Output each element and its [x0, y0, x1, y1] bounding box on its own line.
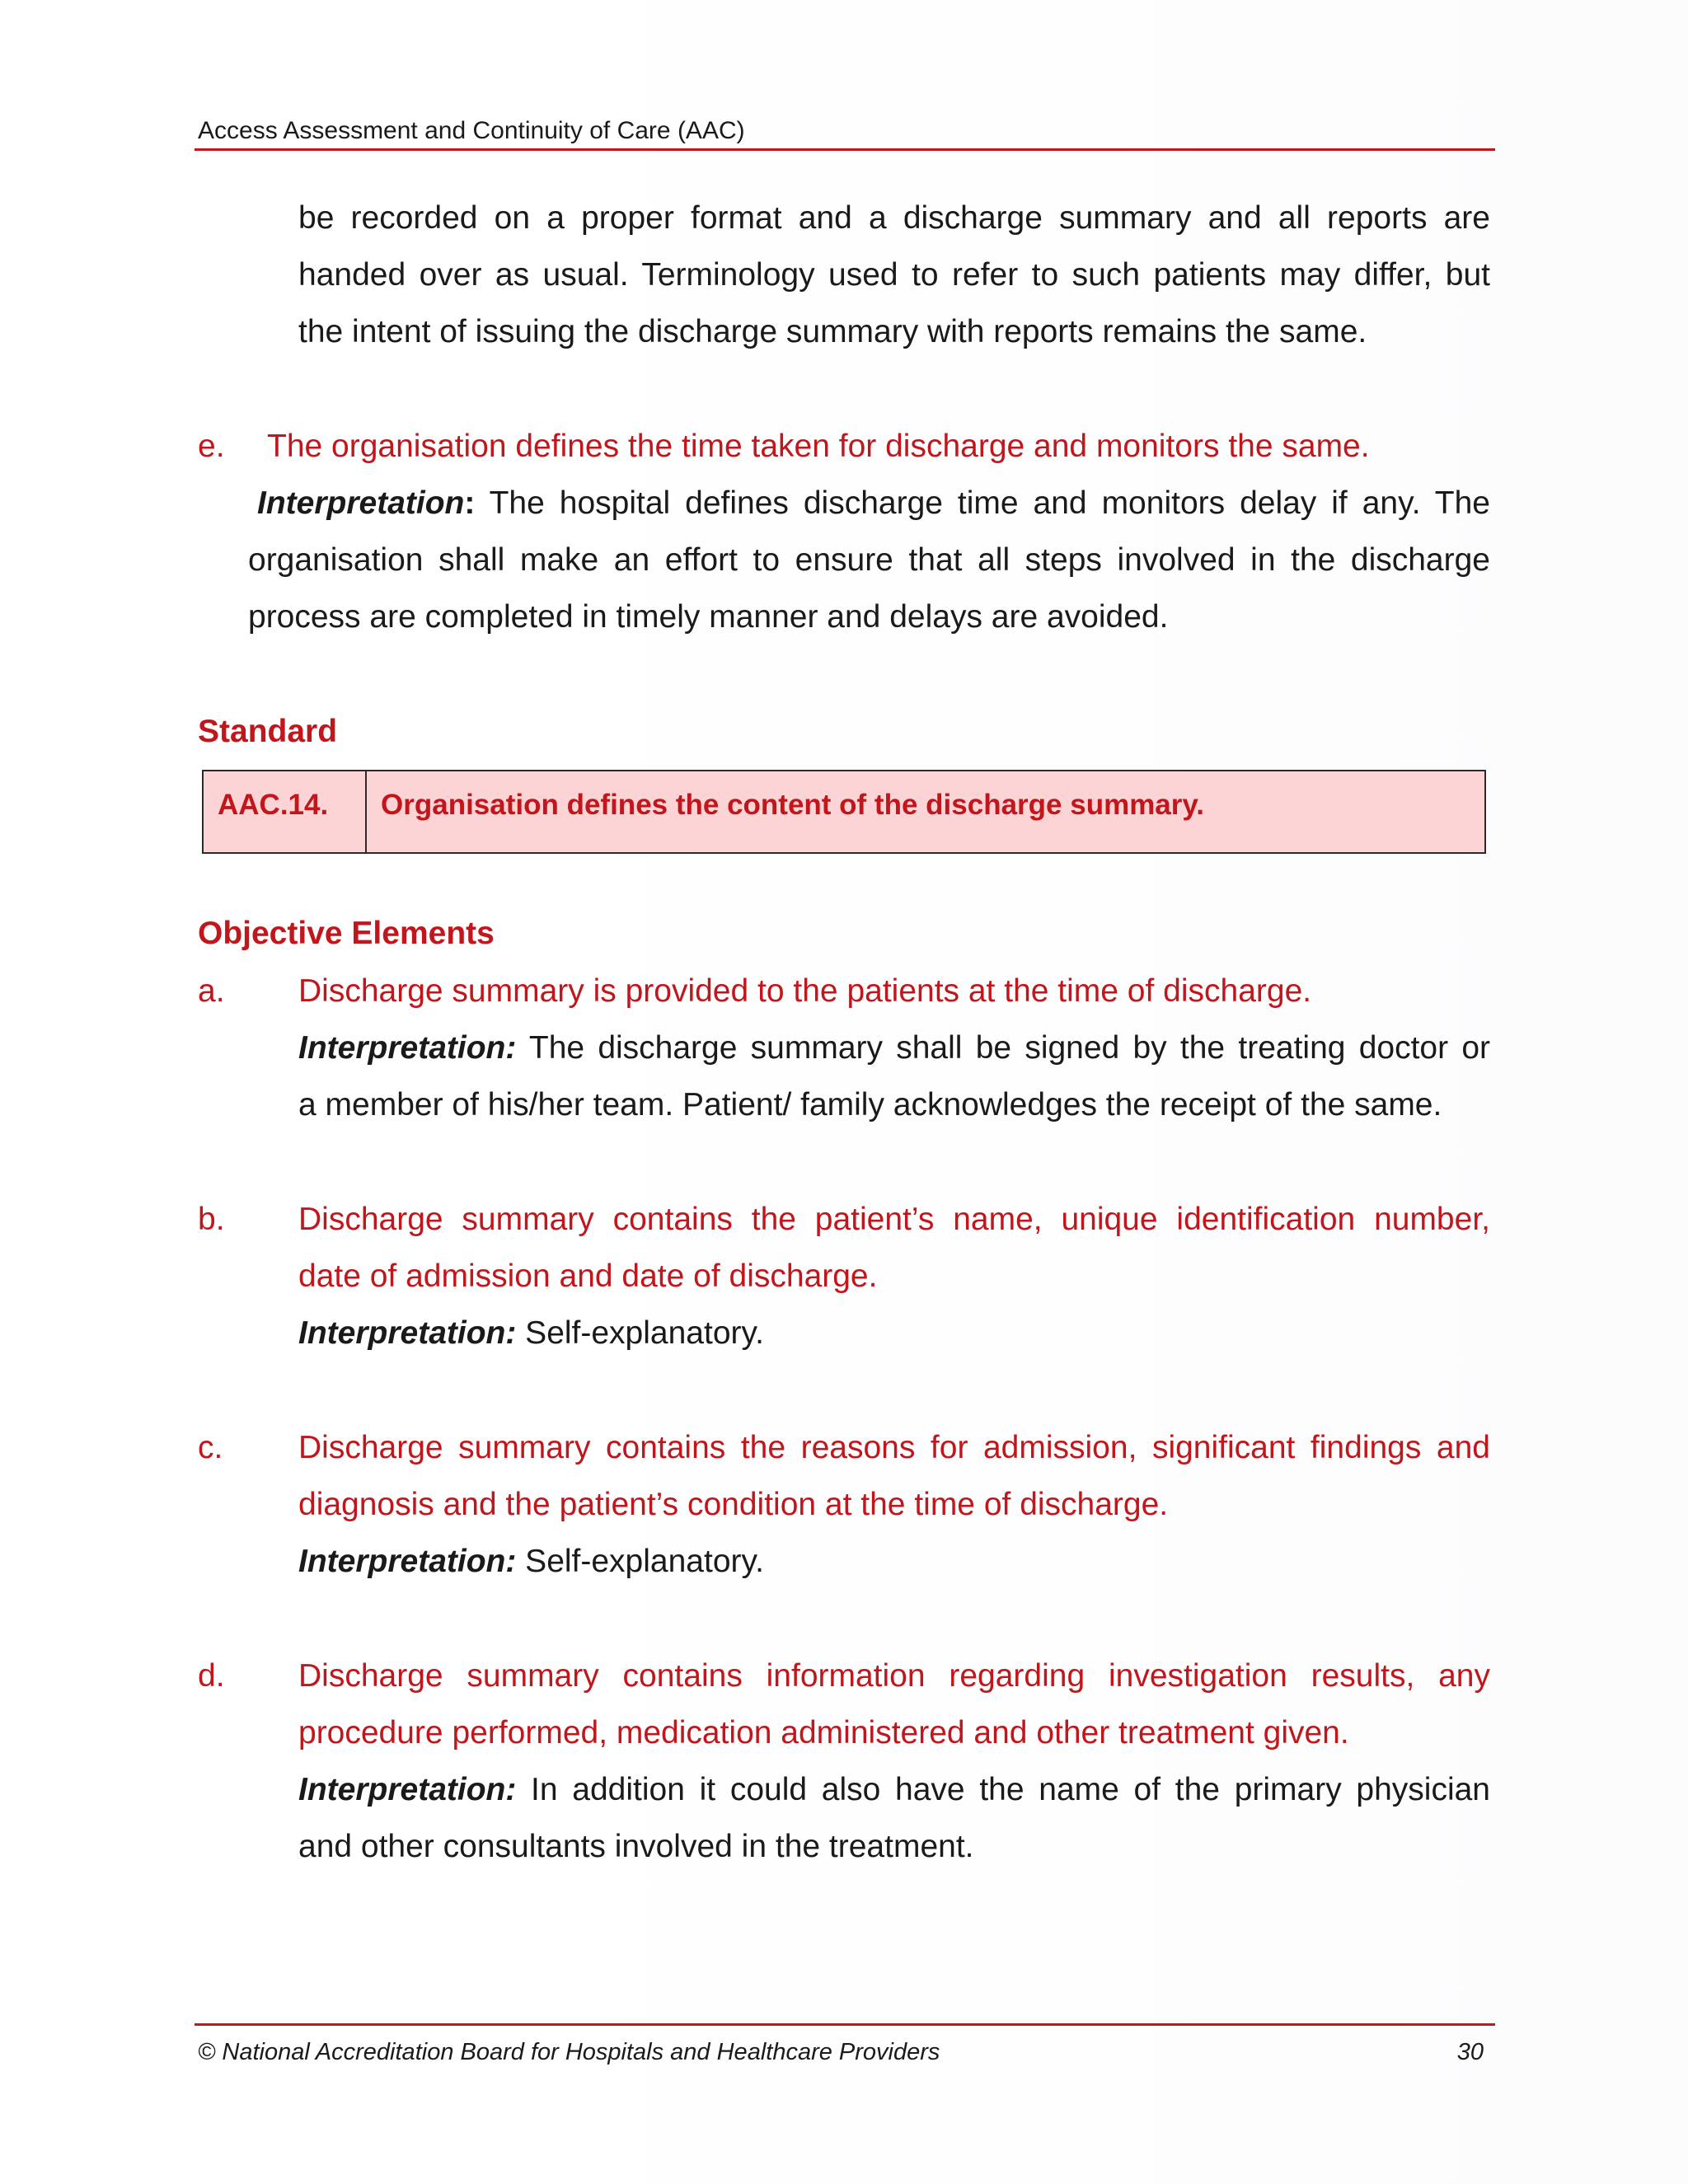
- item-d-title-line-2: procedure performed, medication administered and other treatment given.: [298, 1715, 1349, 1750]
- item-d-interpretation-first-line: [298, 1771, 1490, 1809]
- standard-text: Organisation defines the content of the discharge summary.: [381, 789, 1204, 821]
- interpretation-label: Interpretation: [257, 485, 465, 521]
- item-e-letter: e.: [198, 429, 225, 464]
- item-d-letter: d.: [198, 1658, 225, 1694]
- item-c-title-line-1: Discharge summary contains the reasons for admission, significant findings and: [298, 1430, 1490, 1465]
- interpretation-text: In addition it could also have the name of the primary physician: [516, 1772, 1490, 1807]
- objective-heading: Objective Elements: [198, 916, 495, 951]
- footer-copyright: © National Accreditation Board for Hospitals and Healthcare Providers: [198, 2039, 940, 2065]
- item-e-title: The organisation defines the time taken for discharge and monitors the same.: [267, 429, 1370, 464]
- item-c-title-line-2: diagnosis and the patient’s condition at the time of discharge.: [298, 1487, 1169, 1522]
- standard-code: AAC.14.: [204, 771, 367, 852]
- item-e-interpretation-line-2: organisation shall make an effort to ensure that all steps involved in the discharge: [248, 542, 1490, 578]
- item-e-interpretation-first-line: [257, 485, 1490, 523]
- item-d-title-line-1: Discharge summary contains information regarding investigation results, any: [298, 1658, 1490, 1694]
- item-c-letter: c.: [198, 1430, 223, 1465]
- item-d-interpretation-line-2: and other consultants involved in the treatment.: [298, 1829, 974, 1864]
- item-a-interpretation-line-2: a member of his/her team. Patient/ family acknowledges the receipt of the same.: [298, 1087, 1442, 1122]
- intro-line-3: the intent of issuing the discharge summary with reports remains the same.: [298, 314, 1367, 349]
- interpretation-label: Interpretation:: [298, 1030, 517, 1066]
- item-b-letter: b.: [198, 1202, 225, 1237]
- header-rule: [195, 148, 1495, 151]
- intro-line-2: handed over as usual. Terminology used to refer to such patients may differ, but: [298, 257, 1490, 293]
- interpretation-colon: :: [464, 485, 476, 521]
- item-c-interpretation: [298, 1543, 764, 1581]
- item-e-interpretation-line-3: process are completed in timely manner and delays are avoided.: [248, 599, 1169, 635]
- standard-table: [202, 770, 1486, 854]
- interpretation-text: Self-explanatory.: [516, 1315, 764, 1351]
- page-number: 30: [1456, 2039, 1484, 2065]
- item-a-letter: a.: [198, 973, 225, 1009]
- interpretation-label: Interpretation:: [298, 1544, 517, 1579]
- item-a-interpretation-first-line: [298, 1029, 1490, 1067]
- interpretation-text: Self-explanatory.: [516, 1544, 764, 1579]
- item-a-title: Discharge summary is provided to the patients at the time of discharge.: [298, 973, 1312, 1009]
- item-b-interpretation: [298, 1315, 764, 1352]
- running-header: Access Assessment and Continuity of Care (AAC): [198, 117, 745, 144]
- interpretation-text: The discharge summary shall be signed by the treating doctor or: [516, 1030, 1490, 1066]
- intro-line-1: be recorded on a proper format and a discharge summary and all reports are: [298, 200, 1490, 236]
- interpretation-label: Interpretation:: [298, 1315, 517, 1351]
- interpretation-label: Interpretation:: [298, 1772, 517, 1807]
- footer-rule: [195, 2023, 1495, 2026]
- item-b-title-line-2: date of admission and date of discharge.: [298, 1258, 878, 1294]
- item-b-title-line-1: Discharge summary contains the patient’s name, unique identification number,: [298, 1202, 1490, 1237]
- standard-heading: Standard: [198, 714, 338, 749]
- interpretation-text: The hospital defines discharge time and monitors delay if any. The: [475, 485, 1490, 521]
